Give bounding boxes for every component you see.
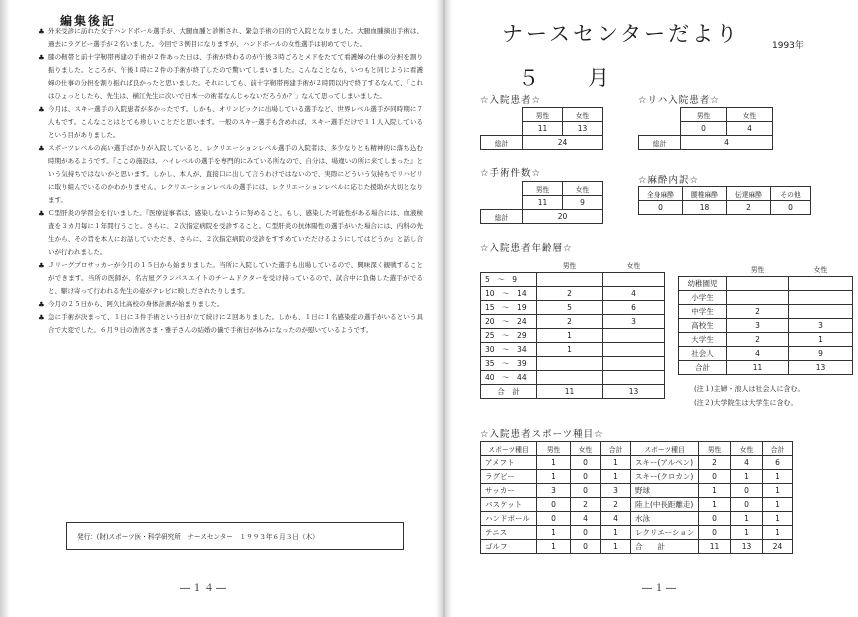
age-female (603, 272, 665, 286)
occupation-row (679, 290, 853, 304)
age-male (537, 272, 603, 286)
value-general: 0 (639, 201, 683, 215)
editor-note-body (38, 25, 423, 337)
col-male: 男性 (523, 108, 563, 122)
sports-cell: 1 (763, 526, 793, 540)
occupation-male (727, 276, 789, 290)
occupation-female (789, 290, 853, 304)
sports-cell: 陸上(中長距離走) (631, 498, 699, 512)
editor-note-heading: 編集後記 (56, 12, 120, 29)
newsletter-year: 1993年 (772, 41, 804, 51)
sports-cell: 1 (699, 484, 731, 498)
rehab-heading: ☆リハ入院患者☆ (638, 95, 720, 106)
sports-cell: 0 (537, 512, 571, 526)
age-female: 4 (603, 286, 665, 300)
sports-cell: 13 (731, 540, 763, 554)
sports-cell: 水泳 (631, 512, 699, 526)
sports-cell: 0 (537, 498, 571, 512)
total-label: 総計 (639, 136, 681, 150)
sports-cell: 0 (731, 498, 763, 512)
age-label: 30 ～ 34 (481, 342, 537, 356)
sports-cell: 1 (537, 470, 571, 484)
sports-cell: ハンドボール (481, 512, 537, 526)
sports-cell: 24 (763, 540, 793, 554)
inpatients-total: 24 (523, 136, 603, 150)
anesthesia-heading: ☆麻酔内訳☆ (638, 175, 700, 186)
rehab-male: 0 (681, 122, 727, 136)
sports-cell: 1 (537, 540, 571, 554)
surgery-table (480, 181, 603, 224)
occupation-female (789, 276, 853, 290)
sports-cell: 0 (571, 540, 601, 554)
sports-cell: 1 (763, 470, 793, 484)
sports-col-header: 男性 (699, 442, 731, 456)
col-other: その他 (771, 187, 811, 201)
sports-col-header: スポーツ種目 (631, 442, 699, 456)
age-label: 5 ～ 9 (481, 272, 537, 286)
age-male: 2 (537, 286, 603, 300)
surgery-heading: ☆手術件数☆ (480, 168, 542, 179)
editor-note-paragraph: ♣ 急に手術が決まって、１日に３件手術という日が立て続けに２回ありました。しかも、１日に１名感染症の選手がいるという具合で大変でした。６月９日の浩宮さま・雅子さんの結婚の儀で手術日が休みになったのが慰いているようです。 (38, 311, 423, 337)
sports-col-header: 女性 (731, 442, 763, 456)
sports-cell: 11 (699, 540, 731, 554)
col-female: 女性 (727, 108, 773, 122)
sports-row (481, 484, 793, 498)
sports-table (480, 441, 793, 554)
occupation-female: 9 (789, 346, 853, 360)
sports-cell: 3 (601, 484, 631, 498)
sports-cell: スキー(クロカン) (631, 470, 699, 484)
sports-row (481, 456, 793, 470)
rehab-female: 4 (727, 122, 773, 136)
age-female: 6 (603, 300, 665, 314)
age-male (537, 356, 603, 370)
anesthesia-table (638, 186, 811, 215)
age-male: 2 (537, 314, 603, 328)
age-female (603, 342, 665, 356)
age-table (480, 258, 665, 399)
age-heading: ☆入院患者年齢層☆ (480, 243, 573, 254)
col-conduction: 伝達麻酔 (727, 187, 771, 201)
sports-cell: 1 (731, 512, 763, 526)
age-row (481, 342, 665, 356)
sports-cell: 合 計 (631, 540, 699, 554)
sports-cell: 1 (731, 526, 763, 540)
occupation-row (679, 318, 853, 332)
inpatients-heading: ☆入院患者☆ (480, 95, 542, 106)
sports-row (481, 540, 793, 554)
sports-row (481, 470, 793, 484)
editor-note-paragraph: ♣ 今月の２５日から、阿久比高校の身体計測が始まりました。 (38, 298, 423, 311)
age-row (481, 314, 665, 328)
age-row (481, 370, 665, 384)
page-number-left: ―１４― (180, 583, 228, 594)
age-row (481, 356, 665, 370)
age-male: 1 (537, 328, 603, 342)
publisher-box: 発行：(財)スポーツ医・科学研究所 ナースセンター １９９３年６月３日（木） (66, 522, 404, 550)
sports-cell: 4 (601, 512, 631, 526)
sports-col-header: スポーツ種目 (481, 442, 537, 456)
age-total-female: 13 (603, 384, 665, 398)
value-spinal: 18 (683, 201, 727, 215)
occupation-note-2: (注２)大学院生は大学生に含む。 (694, 399, 798, 407)
sports-heading: ☆入院患者スポーツ種目☆ (480, 429, 604, 440)
sports-cell: アメフト (481, 456, 537, 470)
sports-cell: ラグビー (481, 470, 537, 484)
sports-cell: 0 (699, 512, 731, 526)
age-male: 5 (537, 300, 603, 314)
occupation-label: 社会人 (679, 346, 727, 360)
sports-cell: スキー(アルペン) (631, 456, 699, 470)
sports-row (481, 526, 793, 540)
occupation-male (727, 290, 789, 304)
sports-cell: 1 (763, 512, 793, 526)
occupation-male: 4 (727, 346, 789, 360)
age-total-label: 合 計 (481, 384, 537, 398)
rehab-table (638, 107, 773, 150)
value-other: 0 (771, 201, 811, 215)
occupation-female (789, 304, 853, 318)
sports-cell: 6 (763, 456, 793, 470)
col-general: 全身麻酔 (639, 187, 683, 201)
sports-row (481, 512, 793, 526)
sports-header-row (481, 442, 793, 456)
age-row (481, 286, 665, 300)
sports-cell: レクリエーション (631, 526, 699, 540)
occupation-table (678, 262, 853, 375)
sports-cell: 4 (571, 512, 601, 526)
sports-cell: 1 (537, 456, 571, 470)
sports-cell: 0 (571, 484, 601, 498)
occupation-label: 大学生 (679, 332, 727, 346)
sports-cell: 野球 (631, 484, 699, 498)
sports-col-header: 合計 (601, 442, 631, 456)
inpatients-female: 13 (563, 122, 603, 136)
sports-cell: 0 (731, 484, 763, 498)
surgery-total: 20 (523, 210, 603, 224)
newsletter-title: ナースセンターだより (502, 22, 741, 46)
occupation-label: 小学生 (679, 290, 727, 304)
sports-cell: 2 (571, 498, 601, 512)
occupation-note-1: (注１)主婦・浪人は社会人に含む。 (694, 385, 805, 393)
sports-cell: 0 (699, 526, 731, 540)
sports-cell: 1 (763, 484, 793, 498)
age-female (603, 370, 665, 384)
age-row (481, 328, 665, 342)
col-female: 女性 (563, 108, 603, 122)
occupation-total-male: 11 (727, 360, 789, 374)
sports-cell: 2 (601, 498, 631, 512)
sports-cell: 0 (699, 470, 731, 484)
sports-cell: バスケット (481, 498, 537, 512)
age-label: 20 ～ 24 (481, 314, 537, 328)
sports-cell: 1 (537, 526, 571, 540)
sports-cell: 0 (571, 456, 601, 470)
editor-note-paragraph: ♣ スポーツレベルの高い選手ばかりが入院していると、レクリエーションレベル選手の入院者は、多少なりとも精神的に落ち込む時期があるようです。『ここの施設は、ハイレベルの選手を専門的にみている所なので、自分は、場違いの所に来てしまった』という気持ちではないかと思います。しかし、本人が、直接口に出して言うわけではないので、実際にどういう気持ちでリハビリに取り組んでいるのかわかりません。レクリエーションレベルの選手には、レクリエーションレベルに応じた援助が大切となります。 (38, 142, 423, 207)
inpatients-table (480, 107, 603, 150)
age-row (481, 300, 665, 314)
newsletter-month: ５ 月 (518, 66, 623, 90)
editor-note-paragraph: ♣ 膝の靭帯と前十字靭帯再建の手術が２件あった日は、手術が終わるのが午後３時ごろとメドをたてて看護婦の仕事の分担を割り振りました。ところが、午後１時に２件の手術が終了したので驚いてしまいました。こんなことなら、いつもと同じように看護婦の仕事の分担を割り振れば良かったと思いました。それにしても、前十字靭帯再建手術が２時間以内で終了するなんて、「これはひょっとしたら、先生は、横江先生に次いで日本一の術者なんじゃないだろうか？」なんて思ってしまいました。 (38, 51, 423, 103)
col-male: 男性 (562, 261, 577, 270)
col-female: 女性 (626, 261, 641, 270)
surgery-male: 11 (523, 196, 563, 210)
occupation-female: 3 (789, 318, 853, 332)
col-female: 女性 (563, 182, 603, 196)
age-label: 15 ～ 19 (481, 300, 537, 314)
sports-cell: 1 (601, 540, 631, 554)
sports-col-header: 女性 (571, 442, 601, 456)
sports-cell: 1 (601, 526, 631, 540)
occupation-total-row (679, 360, 853, 374)
col-male: 男性 (523, 182, 563, 196)
total-label: 総計 (481, 210, 523, 224)
book-gutter (436, 0, 452, 617)
sports-cell: テニス (481, 526, 537, 540)
sports-cell: ゴルフ (481, 540, 537, 554)
total-label: 総計 (481, 136, 523, 150)
sports-cell: 1 (601, 470, 631, 484)
value-conduction: 2 (727, 201, 771, 215)
age-label: 25 ～ 29 (481, 328, 537, 342)
age-label: 40 ～ 44 (481, 370, 537, 384)
col-male: 男性 (750, 265, 765, 274)
sports-cell: 4 (731, 456, 763, 470)
editor-note-paragraph: ♣ 今月は、スキー選手の入院患者が多かったです。しかも、オリンピックに出場している選手など、世界レベル選手が同時期に７人もです。こんなことはとても珍しいことだと思います。一般のスキー選手も含めれば、スキー選手だけで１１人入院しているという目がありました。 (38, 103, 423, 142)
sports-cell: サッカー (481, 484, 537, 498)
occupation-label: 中学生 (679, 304, 727, 318)
sports-col-header: 男性 (537, 442, 571, 456)
sports-cell: 1 (601, 456, 631, 470)
editor-note-paragraph: ♣ Ｊリーグプロサッカーが今月の１５日から始まりました。当所に入院していた選手も出場しているので、興味深く観戦することができます。当所の医師が、名古屋グランパスエイトのチームドクターを受け持っているので、試合中に負傷した選手がでると、駆け寄って行われる先生の姿がテレビに映しだされたりします。 (38, 259, 423, 298)
age-female (603, 328, 665, 342)
sports-cell: 2 (699, 456, 731, 470)
age-female: 3 (603, 314, 665, 328)
rehab-total: 4 (681, 136, 773, 150)
page-number-right: ―１― (642, 583, 678, 594)
sports-cell: 1 (731, 470, 763, 484)
sports-cell: 1 (763, 498, 793, 512)
right-page (452, 0, 858, 617)
age-label: 35 ～ 39 (481, 356, 537, 370)
occupation-male: 3 (727, 318, 789, 332)
occupation-male: 2 (727, 304, 789, 318)
sports-cell: 0 (571, 470, 601, 484)
inpatients-male: 11 (523, 122, 563, 136)
age-female (603, 356, 665, 370)
occupation-row (679, 276, 853, 290)
occupation-row (679, 346, 853, 360)
col-female: 女性 (813, 265, 828, 274)
sports-col-header: 合計 (763, 442, 793, 456)
age-total-row (481, 384, 665, 398)
occupation-row (679, 332, 853, 346)
age-male (537, 370, 603, 384)
age-male: 1 (537, 342, 603, 356)
col-male: 男性 (681, 108, 727, 122)
editor-note-paragraph: ♣ Ｃ型肝炎の学習会を行いました。『医療従事者は、感染しないように努めること。もし、感染した可能性がある場合には、血液検査を３カ月毎に１年間行うこと。さらに、２次指定病院を受診すること。Ｃ型肝炎の抗体陽性の選手がいた場合には、内科の先生から、その旨を本人にお話していただき、さらに、２次指定病院の受診をすすめていただけるようにしてはどうか』と話し合いが行われました。 (38, 207, 423, 259)
age-label: 10 ～ 14 (481, 286, 537, 300)
occupation-label: 高校生 (679, 318, 727, 332)
occupation-male: 2 (727, 332, 789, 346)
age-row (481, 272, 665, 286)
occupation-female: 1 (789, 332, 853, 346)
sports-cell: 1 (699, 498, 731, 512)
occupation-row (679, 304, 853, 318)
surgery-female: 9 (563, 196, 603, 210)
age-total-male: 11 (537, 384, 603, 398)
editor-note-paragraph: ♣ 外来受診に訪れた女子ハンドボール選手が、大腿血腫と診断され、緊急手術の目的で入院となりました。大腿血腫摘出手術は、過去にラグビー選手が２名いました。今回で３例目になりますが、ハンドボールの女性選手は初めてでした。 (38, 25, 423, 51)
sports-row (481, 498, 793, 512)
sports-cell: 3 (537, 484, 571, 498)
occupation-label: 幼稚園児 (679, 276, 727, 290)
occupation-total-label: 合計 (679, 360, 727, 374)
sports-cell: 0 (571, 526, 601, 540)
col-spinal: 腰椎麻酔 (683, 187, 727, 201)
occupation-total-female: 13 (789, 360, 853, 374)
